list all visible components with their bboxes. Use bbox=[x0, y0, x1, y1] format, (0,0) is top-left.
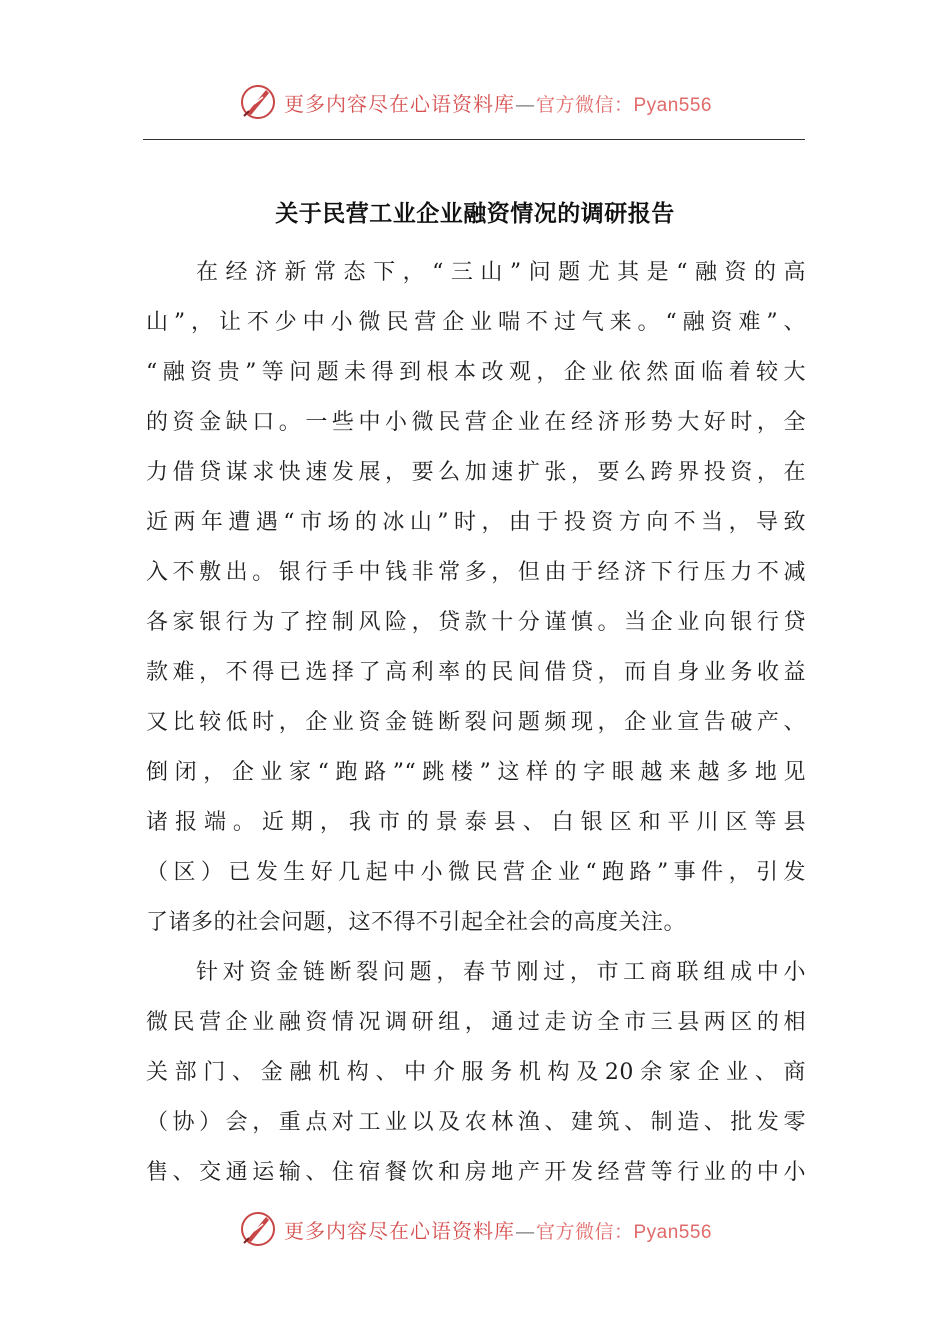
document-title: 关于民营工业企业融资情况的调研报告 bbox=[275, 200, 675, 227]
footer-banner bbox=[0, 1207, 950, 1251]
text-line: 入不敷出。银行手中钱非常多，但由于经济下行压力不减 bbox=[146, 560, 806, 585]
text-line: 诸报端。近期，我市的景泰县、白银区和平川区等县 bbox=[146, 810, 806, 835]
document-body bbox=[146, 248, 806, 1198]
text-line: （协）会，重点对工业以及农林渔、建筑、制造、批发零 bbox=[146, 1110, 806, 1135]
header-banner bbox=[0, 80, 950, 124]
header-dash: — bbox=[514, 91, 536, 116]
quill-logo-icon bbox=[238, 82, 278, 122]
footer-dash: — bbox=[514, 1218, 536, 1243]
header-banner-text bbox=[284, 88, 712, 117]
text-line: 力借贷谋求快速发展，要么加速扩张，要么跨界投资，在 bbox=[146, 460, 806, 485]
text-line: 倒闭，企业家“跑路”“跳楼”这样的字眼越来越多地见 bbox=[146, 760, 806, 785]
text-line: 款难，不得已选择了高利率的民间借贷，而自身业务收益 bbox=[146, 660, 806, 685]
text-line: 的资金缺口。一些中小微民营企业在经济形势大好时，全 bbox=[146, 410, 806, 435]
footer-contact-text: 官方微信：Pyan556 bbox=[535, 1221, 712, 1243]
text-line: 关部门、金融机构、中介服务机构及20余家企业、商 bbox=[146, 1060, 806, 1085]
text-line: 又比较低时，企业资金链断裂问题频现，企业宣告破产、 bbox=[146, 710, 806, 735]
text-line: 各家银行为了控制风险，贷款十分谨慎。当企业向银行贷 bbox=[146, 610, 806, 635]
text-line: 了诸多的社会问题，这不得不引起全社会的高度关注。 bbox=[146, 910, 687, 935]
header-divider bbox=[143, 139, 805, 140]
header-contact-text: 官方微信：Pyan556 bbox=[535, 94, 712, 116]
text-line: （区）已发生好几起中小微民营企业“跑路”事件，引发 bbox=[146, 860, 806, 885]
header-brand-text: 更多内容尽在心语资料库 bbox=[283, 91, 515, 116]
footer-banner-text bbox=[284, 1215, 712, 1244]
text-line: 近两年遭遇“市场的冰山”时，由于投资方向不当，导致 bbox=[146, 510, 806, 535]
text-line: 针对资金链断裂问题，春节刚过，市工商联组成中小 bbox=[196, 960, 806, 985]
text-line: 微民营企业融资情况调研组，通过走访全市三县两区的相 bbox=[146, 1010, 806, 1035]
footer-brand-text: 更多内容尽在心语资料库 bbox=[283, 1218, 515, 1243]
text-line: 山”，让不少中小微民营企业喘不过气来。“融资难”、 bbox=[146, 310, 806, 335]
text-line: 在经济新常态下，“三山”问题尤其是“融资的高 bbox=[196, 260, 806, 285]
text-line: 售、交通运输、住宿餐饮和房地产开发经营等行业的中小 bbox=[146, 1160, 806, 1185]
quill-logo-icon bbox=[238, 1209, 278, 1249]
text-line: “融资贵”等问题未得到根本改观，企业依然面临着较大 bbox=[146, 360, 806, 385]
